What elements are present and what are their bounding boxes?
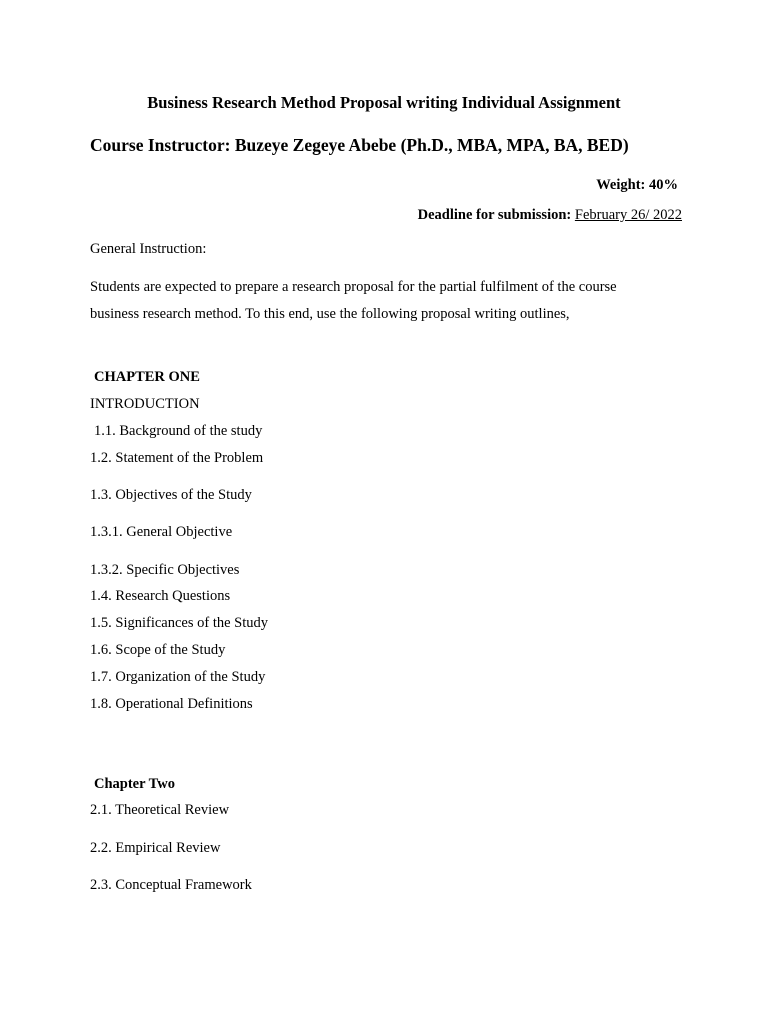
instruction-line-1: Students are expected to prepare a research proposal for the partial fulfilment of the course <box>90 279 617 295</box>
outline-item: 2.3. Conceptual Framework <box>90 877 252 893</box>
outline-item: 2.1. Theoretical Review <box>90 802 230 818</box>
outline-item: 1.5. Significances of the Study <box>90 615 269 631</box>
deadline-label: Deadline for submission: <box>417 207 575 223</box>
instruction-line-2: business research method. To this end, use the following proposal writing outlines, <box>90 306 570 322</box>
deadline-date: February 26/ 2022 <box>574 207 682 223</box>
submission-deadline <box>418 208 682 223</box>
outline-item: 1.2. Statement of the Problem <box>90 450 264 466</box>
outline-item: 1.3.1. General Objective <box>90 524 233 540</box>
outline-item: 1.8. Operational Definitions <box>90 696 253 712</box>
outline-item: 1.6. Scope of the Study <box>90 642 226 658</box>
course-instructor: Course Instructor: Buzeye Zegeye Abebe (Ph.D., MBA, MPA, BA, BED) <box>90 135 629 155</box>
document-title: Business Research Method Proposal writing Individual Assignment <box>147 93 621 112</box>
outline-item: 1.3. Objectives of the Study <box>90 487 252 503</box>
outline-item: 1.1. Background of the study <box>94 423 263 439</box>
chapter-two-heading: Chapter Two <box>94 776 175 792</box>
assignment-weight: Weight: 40% <box>596 177 678 193</box>
outline-item: 1.3.2. Specific Objectives <box>90 562 240 578</box>
outline-item: 1.4. Research Questions <box>90 588 231 604</box>
general-instruction-heading: General Instruction: <box>90 241 207 257</box>
chapter-one-subheading: INTRODUCTION <box>90 396 200 412</box>
outline-item: 1.7. Organization of the Study <box>90 669 266 685</box>
outline-item: 2.2. Empirical Review <box>90 840 221 856</box>
chapter-one-heading: CHAPTER ONE <box>94 369 200 385</box>
